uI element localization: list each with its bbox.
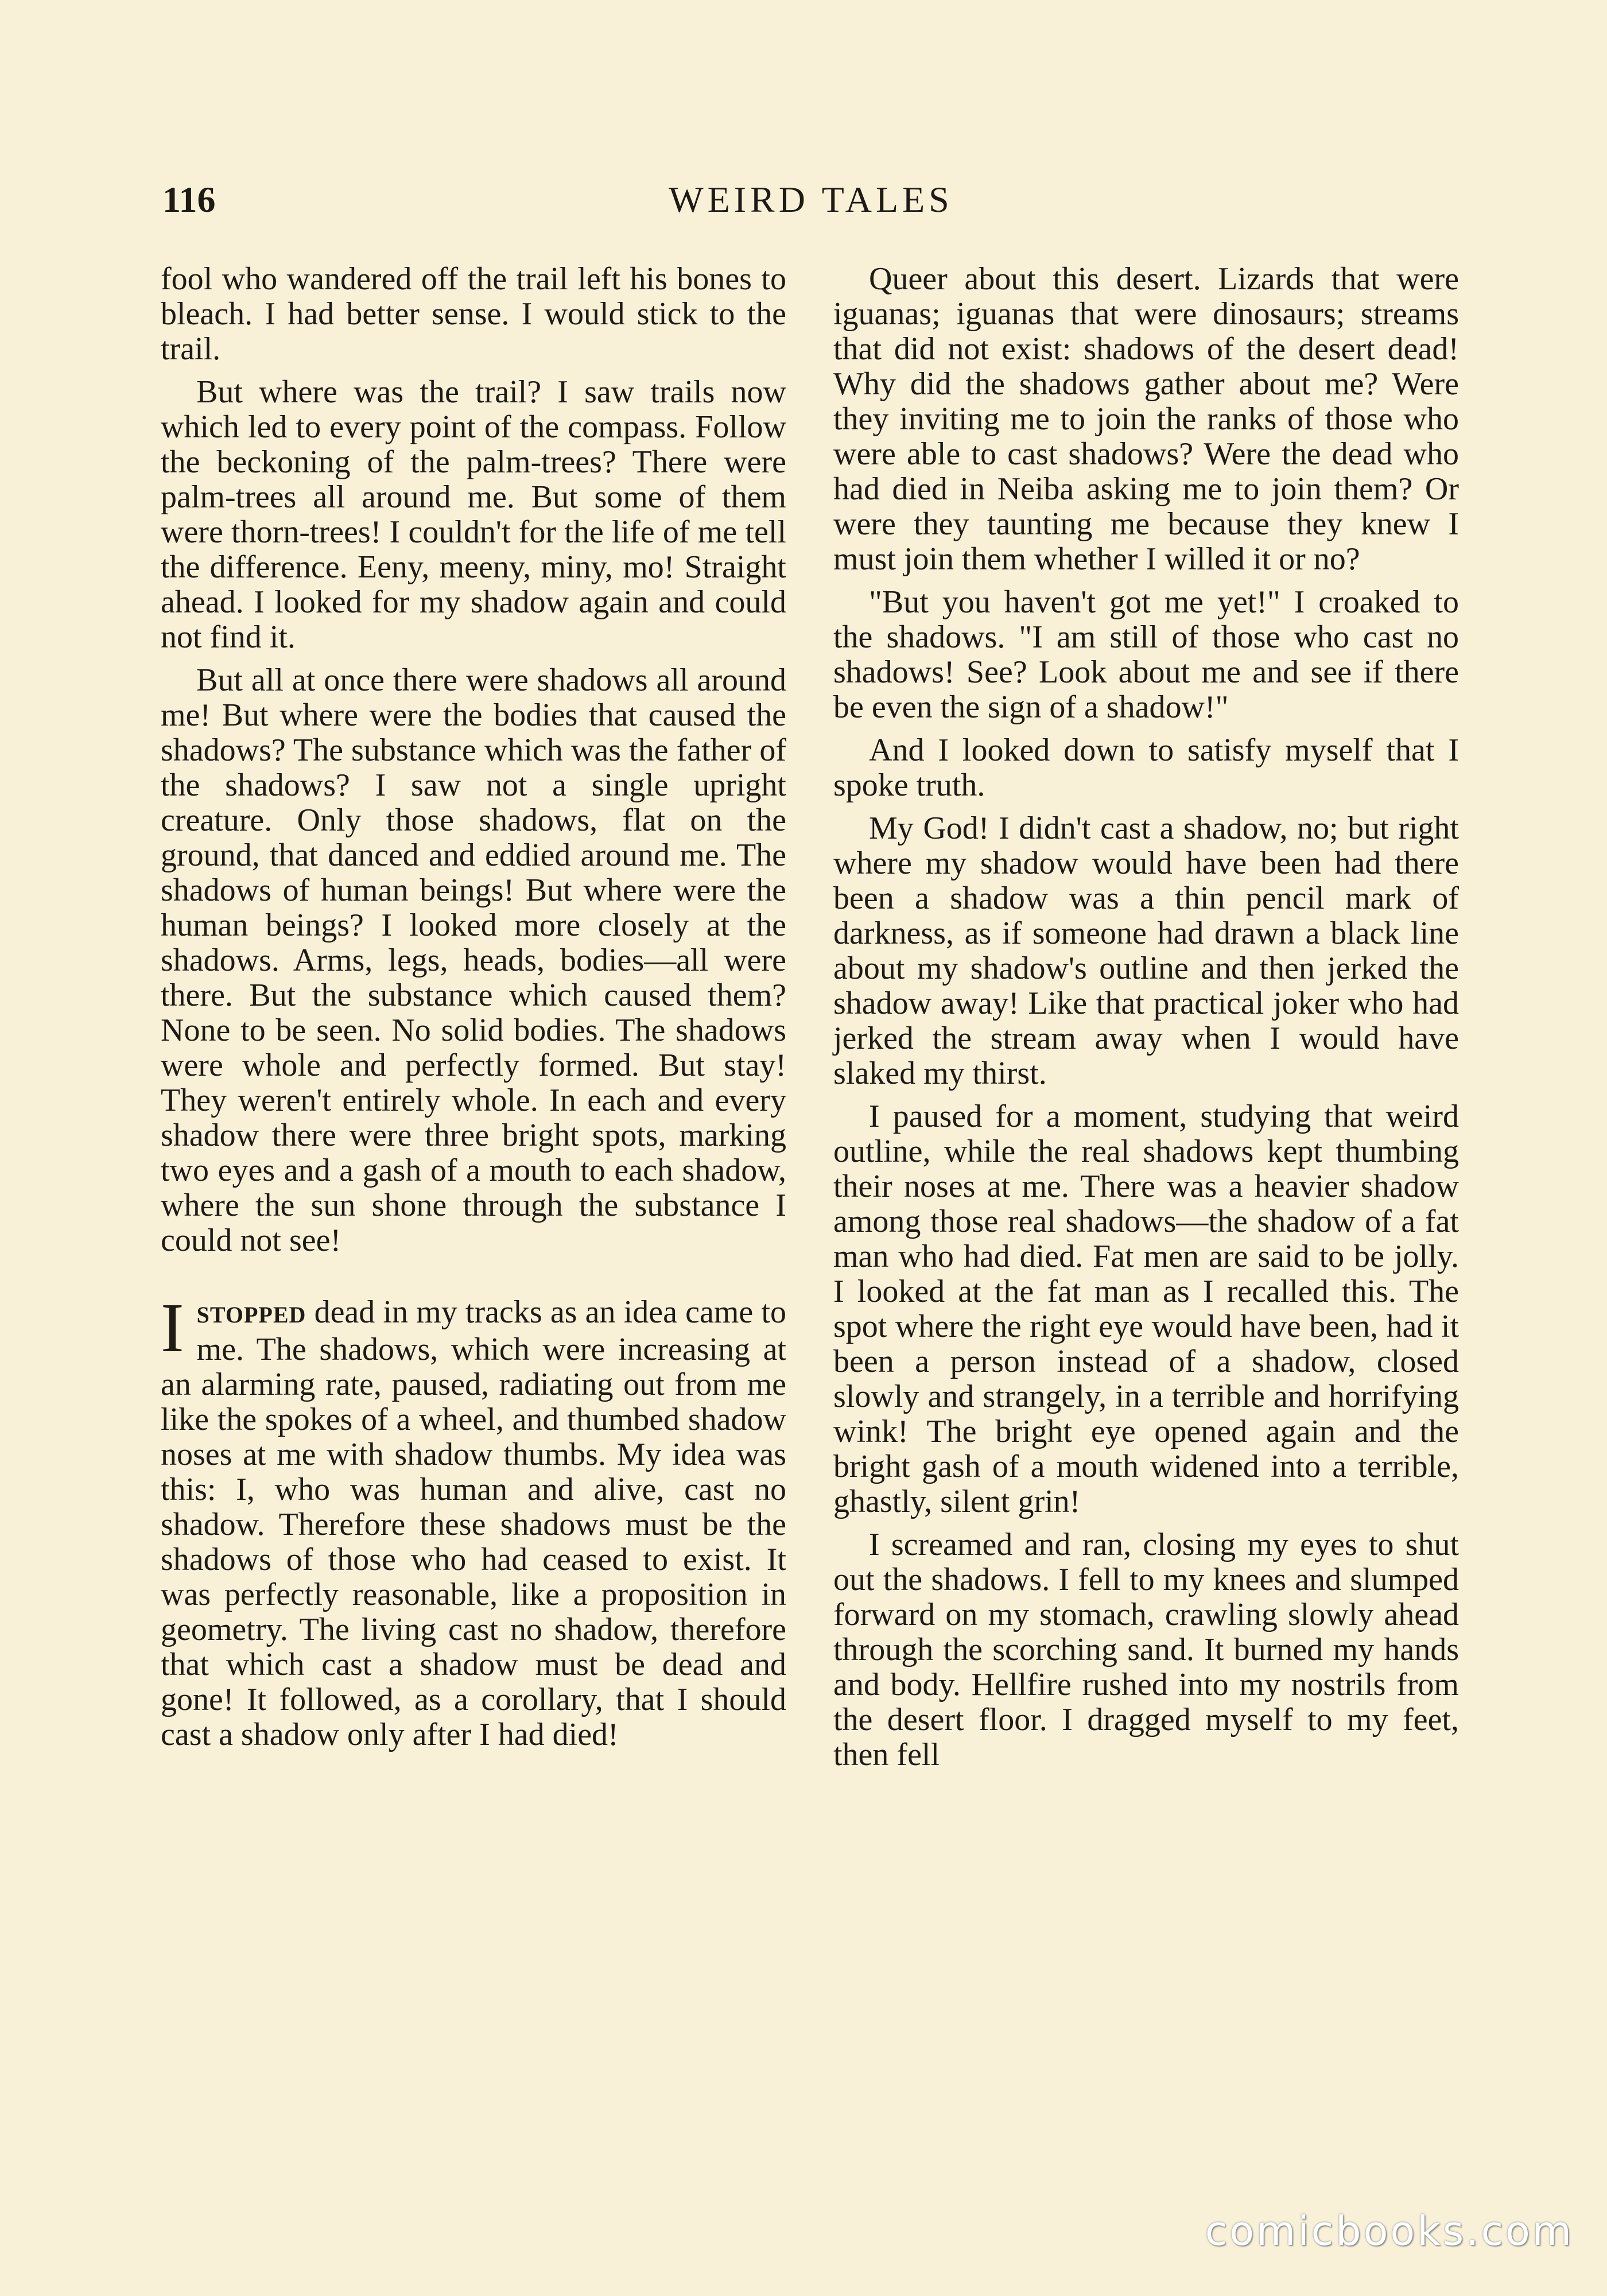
paragraph-text: dead in my tracks as an idea came to me. The shadows, which were increasing at an alarming rate, paused, radiating out from me like the spokes of a wheel, and thumbed shadow noses at me with shadow thumbs. My idea was this: I, who was human and alive, cast no shadow. Therefore these shadows must be the shadows of those who had ceased to exist. It was perfectly reasonable, like a proposition in geometry. The living cast no shadow, therefore that which cast a shadow must be dead and gone! It followed, as a corollary, that I should cast a shadow only after I had died! (161, 1294, 786, 1752)
paragraph: I screamed and ran, closing my eyes to shut out the shadows. I fell to my knees and slumped forward on my stomach, crawling slowly ahead through the scorching sand. It burned my hands and body. Hellfire rushed into my nostrils from the desert floor. I dragged myself to my feet, then fell (833, 1527, 1459, 1773)
drop-cap: I (161, 1289, 184, 1367)
paragraph: My God! I didn't cast a shadow, no; but right where my shadow would have been had there been a shadow was a thin pencil mark of darkness, as if someone had drawn a black line about my shadow's outline and then jerked the shadow away! Like that practical joker who had jerked the stream away when I would have slaked my thirst. (833, 810, 1459, 1091)
page-header (162, 165, 1460, 234)
paragraph: I paused for a moment, studying that weird outline, while the real shadows kept thumbing their noses at me. There was a heavier shadow among those real shadows—the shadow of a fat man who had died. Fat men are said to be jolly. I looked at the fat man as I recalled this. The spot where the right eye would have been, had it been a person instead of a shadow, closed slowly and strangely, in a terrible and horrifying wink! The bright eye opened again and the bright gash of a mouth widened into a terrible, ghastly, silent grin! (833, 1099, 1459, 1519)
paragraph: And I looked down to satisfy myself that I spoke truth. (833, 732, 1459, 803)
watermark: comicbooks.com (1205, 2208, 1574, 2255)
paragraph-dropcap (161, 1289, 786, 1752)
paragraph: Queer about this desert. Lizards that were iguanas; iguanas that were dinosaurs; streams that did not exist: shadows of the desert dead! Why did the shadows gather about me? Were they inviting me to join the ranks of those who were able to cast shadows? Were the dead who had died in Neiba asking me to join them? Or were they taunting me because they knew I must join them whether I willed it or no? (833, 261, 1459, 577)
page-number: 116 (162, 179, 216, 220)
paragraph: fool who wandered off the trail left his bones to bleach. I had better sense. I would stick to the trail. (161, 261, 786, 367)
paragraph: But where was the trail? I saw trails now which led to every point of the compass. Follow the beckoning of the palm-trees? There were palm-trees all around me. But some of them were thorn-trees! I couldn't for the life of me tell the difference. Eeny, meeny, miny, mo! Straight ahead. I looked for my shadow again and could not find it. (161, 374, 786, 655)
left-column (161, 262, 786, 1760)
paragraph: But all at once there were shadows all around me! But where were the bodies that caused the shadows? The substance which was the father of the shadows? I saw not a single upright creature. Only those shadows, flat on the ground, that danced and eddied around me. The shadows of human beings! But where were the human beings? I looked more closely at the shadows. Arms, legs, heads, bodies—all were there. But the substance which caused them? None to be seen. No solid bodies. The shadows were whole and perfectly formed. But stay! They weren't entirely whole. In each and every shadow there were three bright spots, marking two eyes and a gash of a mouth to each shadow, where the sun shone through the substance I could not see! (161, 662, 786, 1258)
running-title: WEIRD TALES (669, 179, 953, 220)
right-column (833, 262, 1459, 1781)
paragraph: "But you haven't got me yet!" I croaked to the shadows. "I am still of those who cast no shadows! See? Look about me and see if there be even the sign of a shadow!" (833, 584, 1459, 725)
small-caps-lead: STOPPED (196, 1302, 306, 1328)
